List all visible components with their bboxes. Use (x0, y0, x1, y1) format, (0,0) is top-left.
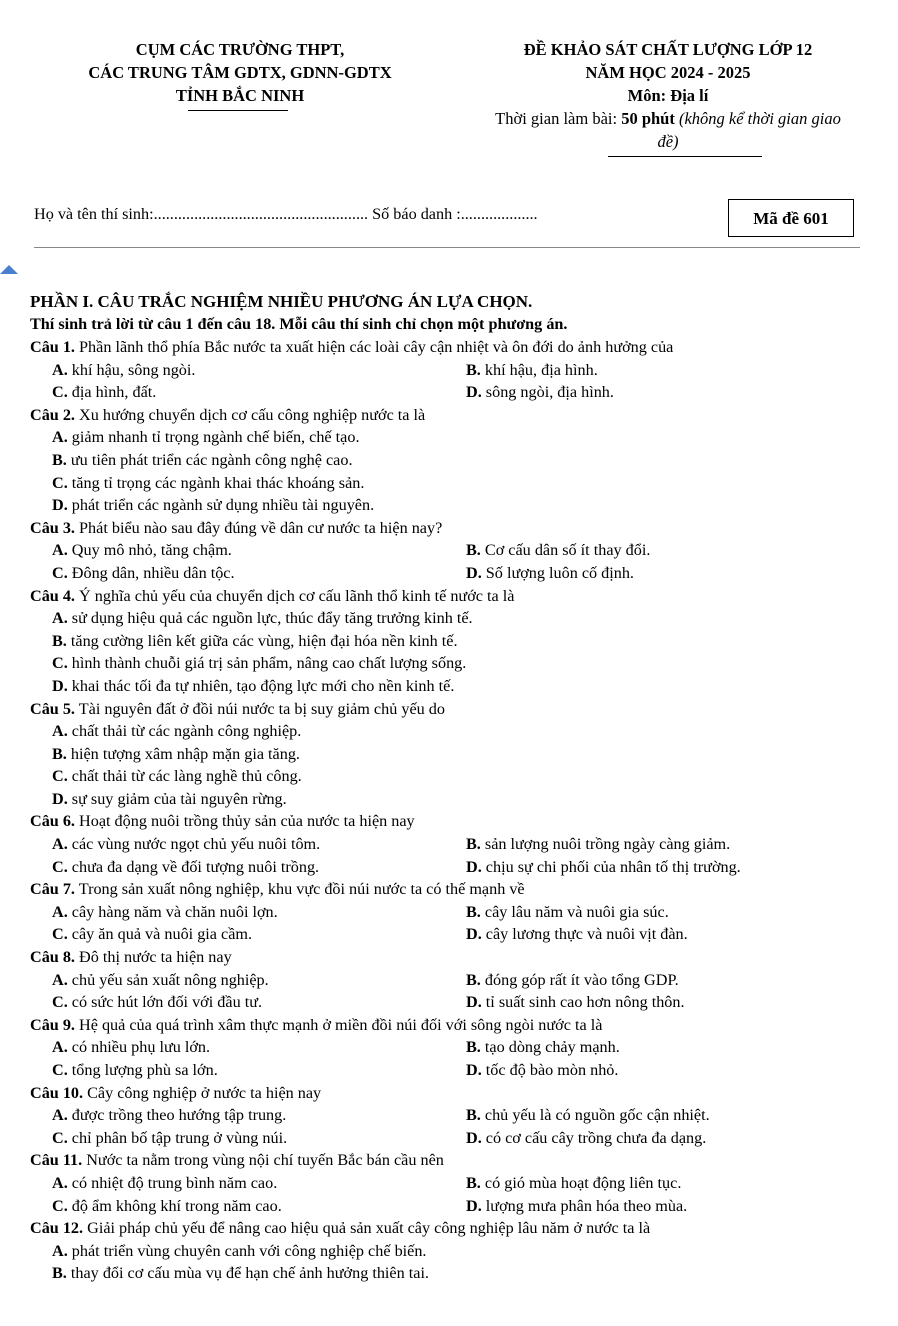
school-year: NĂM HỌC 2024 - 2025 (585, 63, 751, 82)
question-text: Xu hướng chuyển dịch cơ cấu công nghiệp nước ta là (79, 405, 426, 424)
exam-header (440, 38, 896, 153)
option-row (30, 901, 890, 924)
option-row (30, 1104, 890, 1127)
question-number: Câu 12. (30, 1219, 84, 1238)
question-number: Câu 3. (30, 518, 75, 537)
option-row (30, 856, 890, 879)
question-text: Cây công nghiệp ở nước ta hiện nay (87, 1083, 322, 1102)
question-text: Giải pháp chủ yếu để nâng cao hiệu quả sản xuất cây công nghiệp lâu năm ở nước ta là (87, 1219, 651, 1238)
option-b[interactable]: B. khí hậu, địa hình. (466, 360, 598, 379)
option-b[interactable]: B. có gió mùa hoạt động liên tục. (466, 1173, 682, 1192)
question-number: Câu 10. (30, 1083, 84, 1102)
option-b[interactable]: B. tạo dòng chảy mạnh. (466, 1038, 620, 1057)
question-text: Ý nghĩa chủ yếu của chuyển dịch cơ cấu lãnh thổ kinh tế nước ta là (79, 586, 515, 605)
option-row (30, 562, 890, 585)
option-a[interactable]: A. có nhiệt độ trung bình năm cao. (52, 1173, 278, 1192)
option-row (30, 991, 890, 1014)
question (30, 878, 890, 901)
time-prefix: Thời gian làm bài: (495, 109, 622, 128)
organization-header (40, 38, 440, 107)
question-number: Câu 1. (30, 338, 75, 356)
option-a[interactable]: A. chất thải từ các ngành công nghiệp. (52, 722, 302, 741)
header-divider-right (608, 156, 762, 157)
option-a[interactable]: A. Quy mô nhỏ, tăng chậm. (52, 541, 232, 560)
time-note: (không kể thời gian giao (678, 109, 841, 128)
option-c[interactable]: C. chất thải từ các làng nghề thủ công. (52, 767, 302, 786)
question-text: Phát biểu nào sau đây đúng về dân cư nước ta hiện nay? (79, 518, 443, 537)
option-b[interactable]: B. thay đổi cơ cấu mùa vụ để hạn chế ảnh hưởng thiên tai. (52, 1264, 429, 1283)
question (30, 336, 890, 359)
option-d[interactable]: D. khai thác tối đa tự nhiên, tạo động lực mới cho nền kinh tế. (52, 676, 455, 695)
option-row (30, 833, 890, 856)
question (30, 1082, 890, 1105)
option-a[interactable]: A. các vùng nước ngọt chủ yếu nuôi tôm. (52, 835, 321, 854)
option-d[interactable]: D. lượng mưa phân hóa theo mùa. (466, 1196, 688, 1215)
option-d[interactable]: D. sự suy giảm của tài nguyên rừng. (52, 789, 287, 808)
corner-mark-icon (0, 264, 18, 274)
option-c[interactable]: C. Đông dân, nhiều dân tộc. (52, 563, 235, 582)
question-number: Câu 4. (30, 586, 75, 605)
option-a[interactable]: A. phát triển vùng chuyên canh với công nghiệp chế biến. (52, 1241, 427, 1260)
option-c[interactable]: C. độ ẩm không khí trong năm cao. (52, 1196, 282, 1215)
org-line-1: CỤM CÁC TRƯỜNG THPT, (135, 40, 345, 59)
option-row (30, 381, 890, 404)
option-a[interactable]: A. cây hàng năm và chăn nuôi lợn. (52, 902, 278, 921)
option-b[interactable]: B. cây lâu năm và nuôi gia súc. (466, 902, 669, 921)
option-b[interactable]: B. tăng cường liên kết giữa các vùng, hiện đại hóa nền kinh tế. (52, 631, 458, 650)
option-a[interactable]: A. sử dụng hiệu quả các nguồn lực, thúc đẩy tăng trưởng kinh tế. (52, 609, 473, 628)
option-b[interactable]: B. Cơ cấu dân số ít thay đổi. (466, 541, 651, 560)
student-id-field[interactable]: Số báo danh :................... (372, 205, 538, 223)
option-c[interactable]: C. chưa đa dạng về đối tượng nuôi trồng. (52, 857, 320, 876)
question (30, 1149, 890, 1172)
question-number: Câu 2. (30, 405, 75, 424)
question-number: Câu 8. (30, 948, 75, 967)
question-number: Câu 6. (30, 812, 75, 831)
option-row (30, 359, 890, 382)
option-c[interactable]: C. hình thành chuỗi giá trị sản phẩm, nâng cao chất lượng sống. (52, 654, 467, 673)
student-name-field[interactable]: Họ và tên thí sinh:..................................................... (34, 205, 369, 223)
option-row (30, 1127, 890, 1150)
part-title: PHẦN I. CÂU TRẮC NGHIỆM NHIỀU PHƯƠNG ÁN LỰA CHỌN. (30, 292, 533, 311)
section-divider (34, 247, 860, 248)
subject: Môn: Địa lí (627, 86, 709, 105)
option-b[interactable]: B. hiện tượng xâm nhập mặn gia tăng. (52, 744, 300, 763)
header-divider-left (188, 110, 288, 111)
student-info-line (34, 203, 538, 226)
option-d[interactable]: D. chịu sự chi phối của nhân tố thị trường. (466, 857, 741, 876)
option-row (30, 539, 890, 562)
part-instruction: Thí sinh trả lời từ câu 1 đến câu 18. Mỗi câu thí sinh chỉ chọn một phương án. (30, 315, 568, 333)
org-line-2: CÁC TRUNG TÂM GDTX, GDNN-GDTX (88, 63, 392, 82)
org-line-3: TỈNH BẮC NINH (175, 86, 305, 105)
option-d[interactable]: D. tỉ suất sinh cao hơn nông thôn. (466, 993, 685, 1012)
option-row (30, 1172, 890, 1195)
question-number: Câu 11. (30, 1151, 83, 1170)
time-note-end: đề) (657, 132, 679, 151)
option-a[interactable]: A. được trồng theo hướng tập trung. (52, 1106, 287, 1125)
question (30, 1014, 890, 1037)
option-b[interactable]: B. ưu tiên phát triển các ngành công nghệ cao. (52, 450, 353, 469)
question-text: Hệ quả của quá trình xâm thực mạnh ở miền đồi núi đối với sông ngòi nước ta là (79, 1015, 603, 1034)
option-a[interactable]: A. có nhiều phụ lưu lớn. (52, 1038, 211, 1057)
option-c[interactable]: C. cây ăn quả và nuôi gia cầm. (52, 925, 253, 944)
question-text: Tài nguyên đất ở đồi núi nước ta bị suy giảm chủ yếu do (78, 699, 445, 718)
option-b[interactable]: B. sản lượng nuôi trồng ngày càng giảm. (466, 835, 731, 854)
exam-code-box: Mã đề 601 (728, 199, 854, 237)
option-b[interactable]: B. chủ yếu là có nguồn gốc cận nhiệt. (466, 1106, 710, 1125)
question (30, 698, 890, 721)
time-value: 50 phút (621, 109, 675, 128)
option-a[interactable]: A. chủ yếu sản xuất nông nghiệp. (52, 970, 269, 989)
option-c[interactable]: C. có sức hút lớn đối với đầu tư. (52, 993, 263, 1012)
option-row (30, 1059, 890, 1082)
question-number: Câu 5. (30, 699, 75, 718)
question-text: Đô thị nước ta hiện nay (79, 948, 232, 967)
question (30, 946, 890, 969)
option-c[interactable]: C. tăng tỉ trọng các ngành khai thác khoáng sản. (52, 473, 365, 492)
option-d[interactable]: D. cây lương thực và nuôi vịt đàn. (466, 925, 688, 944)
exam-title: ĐỀ KHẢO SÁT CHẤT LƯỢNG LỚP 12 (523, 40, 813, 59)
option-row (30, 923, 890, 946)
question (30, 1217, 890, 1240)
option-d[interactable]: D. Số lượng luôn cố định. (466, 563, 634, 582)
option-row (30, 1036, 890, 1059)
question-text: Hoạt động nuôi trồng thủy sản của nước ta hiện nay (79, 812, 415, 831)
question (30, 517, 890, 540)
question (30, 585, 890, 608)
option-c[interactable]: C. tổng lượng phù sa lớn. (52, 1061, 218, 1079)
question (30, 404, 890, 427)
option-d[interactable]: D. phát triển các ngành sử dụng nhiều tài nguyên. (52, 496, 375, 515)
option-row (30, 969, 890, 992)
option-a[interactable]: A. khí hậu, sông ngòi. (52, 360, 196, 379)
question-text: Trong sản xuất nông nghiệp, khu vực đồi núi nước ta có thế mạnh về (78, 880, 525, 899)
question-text: Phần lãnh thổ phía Bắc nước ta xuất hiện các loài cây cận nhiệt và ôn đới do ảnh hưởng của (79, 338, 674, 356)
question-number: Câu 9. (30, 1015, 75, 1034)
option-c[interactable]: C. chỉ phân bố tập trung ở vùng núi. (52, 1128, 288, 1147)
time-allowed (440, 107, 896, 153)
option-a[interactable]: A. giảm nhanh tỉ trọng ngành chế biến, chế tạo. (52, 428, 360, 447)
question-number: Câu 7. (30, 880, 75, 899)
question (30, 810, 890, 833)
option-b[interactable]: B. đóng góp rất ít vào tổng GDP. (466, 970, 679, 989)
option-c[interactable]: C. địa hình, đất. (52, 383, 157, 402)
exam-content (30, 290, 890, 1285)
option-row (30, 1195, 890, 1218)
question-text: Nước ta nằm trong vùng nội chí tuyến Bắc bán cầu nên (86, 1151, 444, 1170)
option-d[interactable]: D. tốc độ bào mòn nhỏ. (466, 1061, 619, 1079)
option-d[interactable]: D. sông ngòi, địa hình. (466, 383, 614, 402)
option-d[interactable]: D. có cơ cấu cây trồng chưa đa dạng. (466, 1128, 707, 1147)
